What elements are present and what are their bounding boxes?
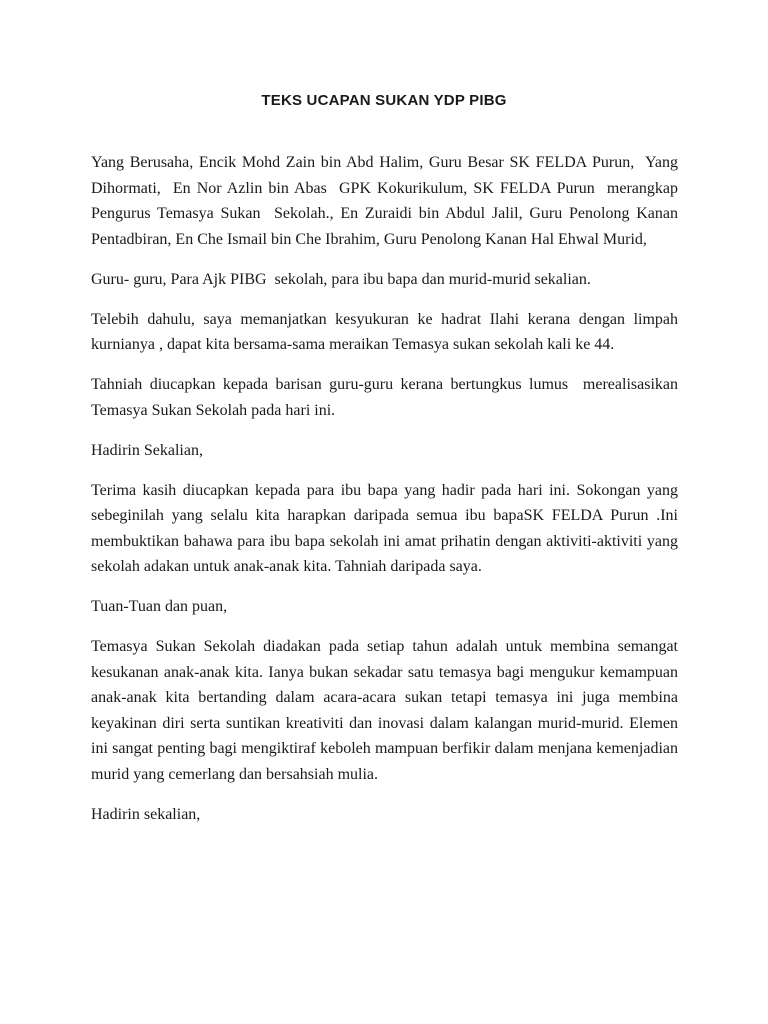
- gratitude-paragraph: Telebih dahulu, saya memanjatkan kesyukuran ke hadrat Ilahi kerana dengan limpah kurnianya , dapat kita bersama-sama meraikan Temasya sukan sekolah kali ke 44.: [91, 310, 682, 353]
- address-heading: Hadirin Sekalian,: [91, 441, 203, 459]
- document-body: [91, 150, 682, 842]
- congratulations-paragraph: Tahniah diucapkan kepada barisan guru-guru kerana bertungkus lumus merealisasikan Temasya Sukan Sekolah pada hari ini.: [91, 376, 682, 419]
- address-heading: Tuan-Tuan dan puan,: [91, 598, 228, 615]
- thanks-parents-paragraph: Terima kasih diucapkan kepada para ibu bapa yang hadir pada hari ini. Sokongan yang sebeginilah yang selalu kita harapkan daripada semua ibu bapaSK FELDA Purun .Ini membuktikan bahawa para ibu bapa sekolah ini amat prihatin dengan aktiviti-aktiviti yang sekolah adakan untuk anak-anak kita. Tahniah daripada saya.: [91, 481, 682, 575]
- audience-paragraph: Guru- guru, Para Ajk PIBG sekolah, para ibu bapa dan murid-murid sekalian.: [91, 270, 591, 288]
- document-title: TEKS UCAPAN SUKAN YDP PIBG: [261, 92, 507, 109]
- sports-purpose-paragraph: Temasya Sukan Sekolah diadakan pada setiap tahun adalah untuk membina semangat kesukanan anak-anak kita. Ianya bukan sekadar satu temasya bagi mengukur kemampuan anak-anak kita bertanding dalam acara-acara sukan tetapi temasya ini juga membina keyakinan diri serta suntikan kreativiti dan inovasi dalam kalangan murid-murid. Elemen ini sangat penting bagi mengiktiraf keboleh mampuan berfikir dalam menjana kemenjadian murid yang cemerlang dan bersahsiah mulia.: [91, 638, 682, 783]
- greeting-paragraph: Yang Berusaha, Encik Mohd Zain bin Abd Halim, Guru Besar SK FELDA Purun, Yang Dihormati, En Nor Azlin bin Abas GPK Kokurikulum, SK FELDA Purun merangkap Pengurus Temasya Sukan Sekolah., En Zuraidi bin Abdul Jalil, Guru Penolong Kanan Pentadbiran, En Che Ismail bin Che Ibrahim, Guru Penolong Kanan Hal Ehwal Murid,: [91, 154, 682, 248]
- address-heading: Hadirin sekalian,: [91, 805, 201, 823]
